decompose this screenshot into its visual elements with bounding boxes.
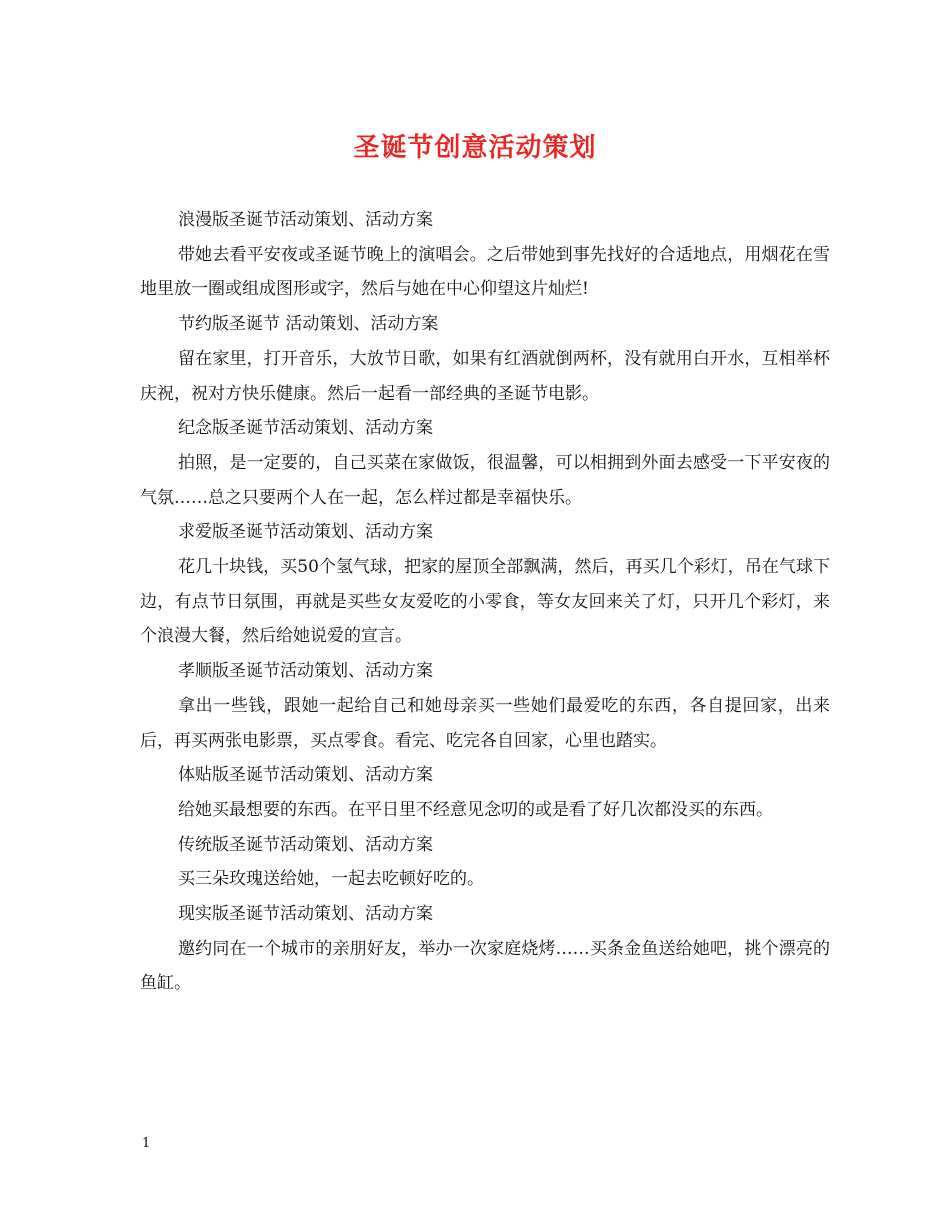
section-text-filial: 拿出一些钱，跟她一起给自己和她母亲买一些她们最爱吃的东西，各自提回家，出来后，再买两张电影票，买点零食。看完、吃完各自回家，心里也踏实。 bbox=[140, 695, 830, 751]
section-text-romantic: 带她去看平安夜或圣诞节晚上的演唱会。之后带她到事先找好的合适地点，用烟花在雪地里放一圈或组成图形或字，然后与她在中心仰望这片灿烂! bbox=[140, 244, 830, 300]
section-heading-filial: 孝顺版圣诞节活动策划、活动方案 bbox=[178, 661, 433, 682]
section-heading-considerate: 体贴版圣诞节活动策划、活动方案 bbox=[178, 765, 433, 786]
section-text-memorial: 拍照，是一定要的，自己买菜在家做饭，很温馨，可以相拥到外面去感受一下平安夜的气氛……总之只要两个人在一起，怎么样过都是幸福快乐。 bbox=[140, 452, 830, 508]
page-title: 圣诞节创意活动策划 bbox=[353, 133, 597, 163]
section-heading-memorial: 纪念版圣诞节活动策划、活动方案 bbox=[178, 418, 433, 439]
section-heading-romantic: 浪漫版圣诞节活动策划、活动方案 bbox=[178, 210, 433, 230]
section-text-considerate: 给她买最想要的东西。在平日里不经意见念叨的或是看了好几次都没买的东西。 bbox=[178, 799, 773, 820]
section-heading-frugal: 节约版圣诞节 活动策划、活动方案 bbox=[178, 314, 439, 335]
section-text-frugal: 留在家里，打开音乐，大放节日歌，如果有红酒就倒两杯，没有就用白开水，互相举杯庆祝，祝对方快乐健康。然后一起看一部经典的圣诞节电影。 bbox=[140, 348, 830, 404]
section-heading-courtship: 求爱版圣诞节活动策划、活动方案 bbox=[178, 522, 433, 543]
section-heading-realistic: 现实版圣诞节活动策划、活动方案 bbox=[178, 904, 433, 925]
section-heading-traditional: 传统版圣诞节活动策划、活动方案 bbox=[178, 834, 433, 855]
section-text-traditional: 买三朵玫瑰送给她，一起去吃顿好吃的。 bbox=[178, 869, 484, 890]
section-text-realistic: 邀约同在一个城市的亲朋好友，举办一次家庭烧烤……买条金鱼送给她吧，挑个漂亮的鱼缸。 bbox=[140, 938, 830, 994]
page-number: 1 bbox=[142, 1136, 151, 1151]
section-text-courtship: 花几十块钱，买50个氢气球，把家的屋顶全部飘满，然后，再买几个彩灯，吊在气球下边，有点节日氛围，再就是买些女友爱吃的小零食，等女友回来关了灯，只开几个彩灯，来个浪漫大餐，然后给她说爱的宣言。 bbox=[140, 557, 830, 647]
document-body bbox=[140, 203, 830, 1001]
